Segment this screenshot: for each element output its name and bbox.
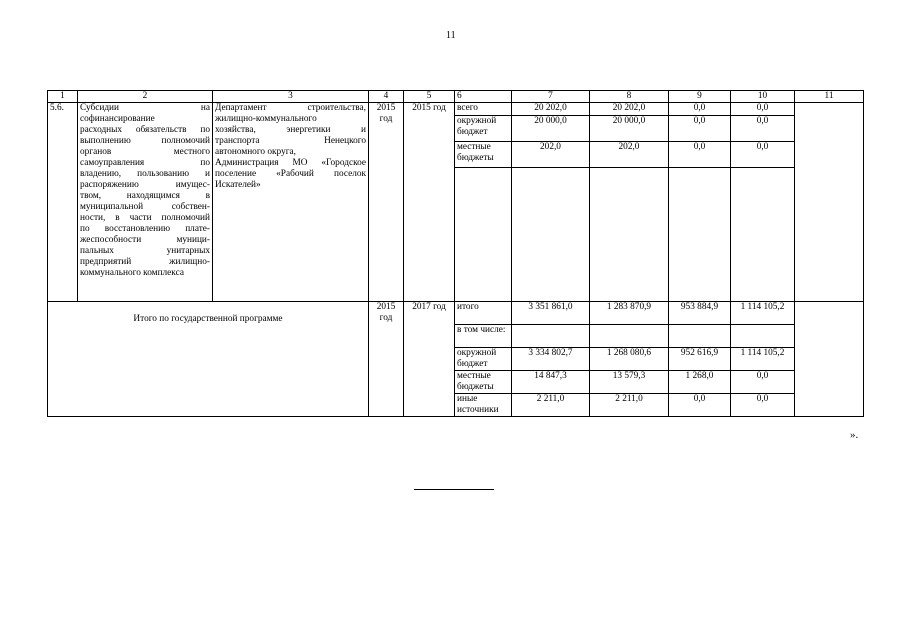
executor-line: Администрация МО «Городское (215, 158, 366, 168)
measure-description (78, 103, 213, 302)
end-year: 2015 год (404, 103, 455, 302)
filler-cell (669, 168, 731, 302)
value-col8: 1 283 870,9 (590, 302, 669, 325)
footer-divider (414, 489, 494, 490)
value-col10: 0,0 (731, 116, 795, 142)
description-line: софинансирование (80, 114, 155, 124)
value-col8: 20 000,0 (590, 116, 669, 142)
executor (213, 103, 369, 302)
value-col10: 0,0 (731, 394, 795, 417)
value-col9: 1 268,0 (669, 371, 731, 394)
source-name: в том числе: (455, 325, 512, 348)
description-line: предприятий жилищно- (80, 257, 210, 267)
value-col8 (590, 325, 669, 348)
value-col7: 202,0 (512, 142, 590, 168)
header-cell: 10 (731, 91, 795, 103)
value-col9: 0,0 (669, 142, 731, 168)
value-col9: 0,0 (669, 103, 731, 116)
description-line: ности, в части полномочий (80, 213, 210, 223)
value-col7 (512, 325, 590, 348)
value-col8: 20 202,0 (590, 103, 669, 116)
description-line: владению, пользованию и (80, 169, 210, 179)
filler-cell (590, 168, 669, 302)
value-col7: 20 000,0 (512, 116, 590, 142)
total-label: Итого по государственной программе (48, 302, 369, 417)
closing-quote: ». (850, 429, 859, 441)
description-line: пальных унитарных (80, 246, 210, 256)
value-col8: 2 211,0 (590, 394, 669, 417)
value-col10: 0,0 (731, 142, 795, 168)
executor-line: Департамент строительства, (215, 103, 366, 113)
description-line: расходных обязательств по (80, 125, 210, 135)
header-cell: 2 (78, 91, 213, 103)
header-cell: 7 (512, 91, 590, 103)
description-line: выполнению полномочий (80, 136, 210, 146)
header-row (48, 91, 864, 103)
row-number: 5.6. (48, 103, 78, 302)
value-col7: 20 202,0 (512, 103, 590, 116)
value-col9: 952 616,9 (669, 348, 731, 371)
value-col10 (731, 325, 795, 348)
executor-line: Искателей» (215, 180, 261, 190)
executor-line: автономного округа, (215, 147, 296, 157)
value-col9: 0,0 (669, 116, 731, 142)
header-cell: 11 (795, 91, 864, 103)
header-cell: 6 (455, 91, 512, 103)
filler-cell (455, 168, 512, 302)
value-col7: 2 211,0 (512, 394, 590, 417)
value-col10: 0,0 (731, 103, 795, 116)
value-col7: 14 847,3 (512, 371, 590, 394)
col11-empty (795, 103, 864, 302)
description-line: твом, находящимся в (80, 191, 210, 201)
source-name: окружной бюджет (455, 348, 512, 371)
value-col10: 1 114 105,2 (731, 348, 795, 371)
description-line: Субсидии на (80, 103, 210, 113)
description-line: самоуправления по (80, 158, 210, 168)
row-5-6 (48, 103, 864, 116)
filler-cell (731, 168, 795, 302)
value-col10: 0,0 (731, 371, 795, 394)
source-name: местные бюджеты (455, 371, 512, 394)
header-cell: 8 (590, 91, 669, 103)
description-line: органов местного (80, 147, 210, 157)
description-line: коммунального комплекса (80, 268, 184, 278)
description-line: муниципальной собствен- (80, 202, 210, 212)
total-start-year: 2015 год (369, 302, 404, 417)
executor-line: хозяйства, энергетики и (215, 125, 366, 135)
header-cell: 3 (213, 91, 369, 103)
value-col9: 953 884,9 (669, 302, 731, 325)
executor-line: транспорта Ненецкого (215, 136, 366, 146)
filler-cell (512, 168, 590, 302)
value-col7: 3 334 802,7 (512, 348, 590, 371)
description-line: по восстановлению плате- (80, 224, 210, 234)
executor-line: жилищно-коммунального (215, 114, 317, 124)
value-col7: 3 351 861,0 (512, 302, 590, 325)
program-table (47, 90, 864, 417)
header-cell: 1 (48, 91, 78, 103)
header-cell: 9 (669, 91, 731, 103)
value-col8: 13 579,3 (590, 371, 669, 394)
source-name: иные источники (455, 394, 512, 417)
value-col8: 202,0 (590, 142, 669, 168)
description-line: распоряжению имущес- (80, 180, 210, 190)
source-name: местные бюджеты (455, 142, 512, 168)
source-name: всего (455, 103, 512, 116)
value-col9 (669, 325, 731, 348)
header-cell: 5 (404, 91, 455, 103)
header-cell: 4 (369, 91, 404, 103)
page-number: 11 (446, 30, 456, 41)
source-name: итого (455, 302, 512, 325)
col11-empty (795, 302, 864, 417)
value-col9: 0,0 (669, 394, 731, 417)
start-year: 2015 год (369, 103, 404, 302)
executor-line: поселение «Рабочий поселок (215, 169, 366, 179)
value-col10: 1 114 105,2 (731, 302, 795, 325)
total-end-year: 2017 год (404, 302, 455, 417)
total-row (48, 302, 864, 325)
source-name: окружной бюджет (455, 116, 512, 142)
description-line: жеспособности муници- (80, 235, 210, 245)
value-col8: 1 268 080,6 (590, 348, 669, 371)
